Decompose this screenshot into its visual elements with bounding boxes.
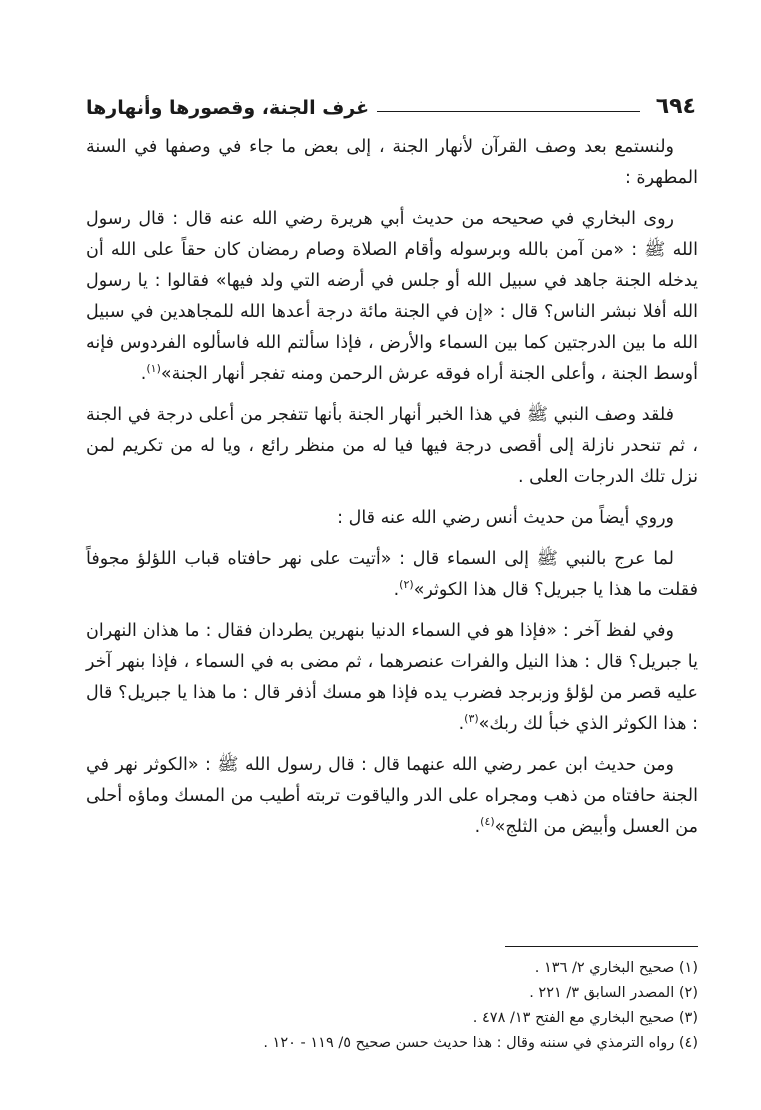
body-text: [86, 132, 698, 853]
paragraph-other-wording: وفي لفظ آخر : «فإذا هو في السماء الدنيا بنهرين يطردان فقال : ما هذان النهران يا جبريل؟ قال : هذا النيل والفرات عنصرهما ، ثم مضى به في السماء ، فإذا بنهر آخر عليه قصر من لؤلؤ وزبرجد فضرب يده فإذا هو مسك أذفر قال : ما هذا يا جبريل؟ قال : هذا الكوثر الذي خبأ لك ربك»$^{(٣)}$.: [86, 621, 698, 734]
footnote-ref-3: (٣): [464, 712, 479, 726]
page-header: [86, 84, 696, 118]
footnotes: [200, 956, 698, 1056]
footnote-4: (٤) رواه الترمذي في سننه وقال : هذا حديث حسن صحيح ٥/ ١١٩ - ١٢٠ .: [263, 1035, 698, 1051]
footnote-ref-1: (١): [146, 362, 161, 376]
paragraph-bukhari-hadith: روى البخاري في صحيحه من حديث أبي هريرة رضي الله عنه قال : قال رسول الله ﷺ : «من آمن بالله وبرسوله وأقام الصلاة وصام رمضان كان حقاً على الله أن يدخله الجنة جاهد في سبيل الله أو جلس في أرضه التي ولد فيها» فقالوا : يا رسول الله أفلا نبشر الناس؟ قال : «إن في الجنة مائة درجة أعدها الله للمجاهدين في سبيل الله ما بين الدرجتين كما بين السماء والأرض ، فإذا سألتم الله فاسألوه الفردوس فإنه أوسط الجنة ، وأعلى الجنة أراه فوقه عرش الرحمن ومنه تفجر أنهار الجنة»$^{(١)}$.: [86, 209, 698, 384]
paragraph-anas-intro: وروي أيضاً من حديث أنس رضي الله عنه قال :: [337, 508, 674, 528]
footnote-rule: [505, 946, 698, 947]
footnote-ref-2: (٢): [399, 578, 414, 592]
footnote-3: (٣) صحيح البخاري مع الفتح ١٣/ ٤٧٨ .: [472, 1010, 698, 1026]
paragraph-ibn-umar-hadith: ومن حديث ابن عمر رضي الله عنهما قال : قال رسول الله ﷺ : «الكوثر نهر في الجنة حافتاه من ذهب ومجراه على الدر والياقوت تربته أطيب من المسك وماؤه أحلى من العسل وأبيض من الثلج»$^{(٤)}$.: [86, 755, 698, 837]
running-title: غرف الجنة، وقصورها وأنهارها: [86, 97, 370, 119]
paragraph-commentary: فلقد وصف النبي ﷺ في هذا الخبر أنهار الجنة بأنها تتفجر من أعلى درجة في الجنة ، ثم تنحدر نازلة إلى أقصى درجة فيها فيا له من منظر رائع ، ويا له من تكريم لمن نزل تلك الدرجات العلى .: [86, 405, 698, 487]
paragraph-intro: ولنستمع بعد وصف القرآن لأنهار الجنة ، إلى بعض ما جاء في وصفها في السنة المطهرة :: [86, 137, 698, 188]
footnote-ref-4: (٤): [480, 815, 495, 829]
paragraph-anas-hadith: لما عرج بالنبي ﷺ إلى السماء قال : «أتيت على نهر حافتاه قباب اللؤلؤ مجوفاً فقلت ما هذا يا جبريل؟ قال هذا الكوثر»$^{(٢)}$.: [86, 549, 698, 600]
footnote-2: (٢) المصدر السابق ٣/ ٢٢١ .: [529, 985, 698, 1001]
page-number: ٦٩٤: [655, 94, 696, 119]
footnote-1: (١) صحيح البخاري ٢/ ١٣٦ .: [534, 960, 698, 976]
header-rule: [377, 111, 640, 112]
